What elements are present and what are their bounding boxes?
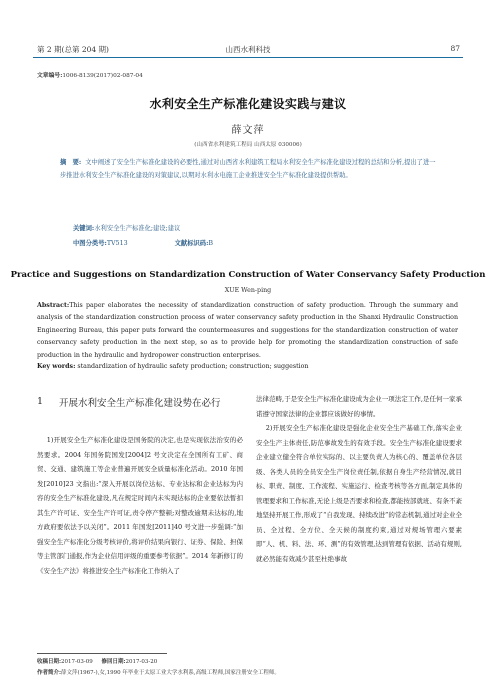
english-author: XUE Wen-ping xyxy=(224,287,272,294)
doc-code-value: B xyxy=(208,240,214,247)
chinese-keywords xyxy=(73,223,180,232)
english-keywords-label: Key words: xyxy=(37,363,76,370)
author-bio-text: 薛文萍(1967-),女,1990 年毕业于太原工业大学水利系,高级工程师,国家注册安全工程师。 xyxy=(61,670,280,676)
clc-value: TV513 xyxy=(106,240,128,247)
revised-date: 2017-03-20 xyxy=(125,659,158,665)
english-abstract-text: This paper elaborates the necessity of standardization construction of safety production. Through the summary and analysis of the standardization construction process of water conservancy safety production in the Shanxi Hydraulic Construction Engineering Bureau, this paper puts forward the countermeasures and suggestions for the standardization construction of water conservancy safety production in the next step, so as to provide help for promoting the standardization construction of safe production in the hydraulic and hydropower construction enterprises. xyxy=(37,302,458,359)
article-number-label: 文章编号: xyxy=(37,73,63,79)
page-number: 87 xyxy=(450,44,460,53)
header-rule xyxy=(33,57,463,58)
author-affiliation: (山西省水利建筑工程局 山西太原 030006) xyxy=(194,142,302,148)
footnote-rule xyxy=(37,653,167,654)
running-header-journal: 山西水利科技 xyxy=(225,45,271,54)
received-label: 收稿日期: xyxy=(37,659,62,665)
abstract-label: 摘 要: xyxy=(60,159,82,166)
keywords-label: 关键词: xyxy=(73,225,95,232)
classification-line xyxy=(73,238,213,247)
english-keywords-text: standardization of hydraulic safety production; construction; suggestion xyxy=(77,363,309,370)
article-number xyxy=(37,70,143,79)
footnote-author-bio xyxy=(37,668,280,676)
english-keywords xyxy=(37,363,308,370)
paper-author: 薛文萍 xyxy=(231,125,265,136)
author-bio-label: 作者简介: xyxy=(37,670,62,676)
english-title: Practice and Suggestions on Standardization Construction of Water Conservancy Safety Production xyxy=(10,270,486,280)
keywords-text: 水利安全生产标准化;建设;建议 xyxy=(94,225,181,232)
section-number: 1 xyxy=(37,396,44,407)
paper-title: 水利安全生产标准化建设实践与建议 xyxy=(149,97,347,111)
chinese-abstract xyxy=(60,157,440,182)
footnote-dates xyxy=(37,657,157,665)
doc-code-label: 文献标识码: xyxy=(174,240,209,247)
body-right-column xyxy=(256,392,462,566)
body-paragraph-1: 1)开展安全生产标准化建设是国务院的决定,也是实现依法治安的必然要求。2004 年国务院国发[2004]2 号文决定在全国所有工矿、商贸、交通、建筑施工等企业普遍开展安全质量标准化活动。2010 年国发[2010]23 文指出:“深入开展以岗位达标、专业达标和企业达标为内容的安全生产标准化建设,凡在规定时间内未实现达标的企业要依法暂扣其生产许可证、安全生产许可证,责令停产整顿;对整改逾期未达标的,地方政府要依法予以关闭”。2011 年国发[2011]40 号文进一步强调:“加强安全生产标准化分级考核评价,将评价结果向银行、证券、保险、担保等主管部门通报,作为企业信用评级的重要参考依据”。2014 年新修订的《安全生产法》将推进安全生产标准化工作纳入了 xyxy=(37,436,243,575)
body-left-column xyxy=(37,433,243,578)
english-abstract xyxy=(37,300,458,362)
body-paragraph-1-cont: 法律范畴,于是安全生产标准化建设成为企业一项法定工作,是任何一家承诺遵守国家法律的企业都应该做好的事情。 xyxy=(256,395,462,418)
abstract-text: 文中阐述了安全生产标准化建设的必要性,通过对山西省水利建筑工程局水利安全生产标准化建设过程的总结和分析,提出了进一步推进水利安全生产标准化建设的对策建议,以期对水利水电施工企业推进安全生产标准化建设提供帮助。 xyxy=(60,159,436,179)
english-abstract-label: Abstract: xyxy=(37,302,70,309)
section-title: 开展水利安全生产标准化建设势在必行 xyxy=(59,398,221,409)
body-paragraph-2: 2)开展安全生产标准化建设是强化企业安全生产基础工作,落实企业安全生产主体责任,防范事故发生的有效手段。安全生产标准化建设要求企业建立健全符合单位实际的、以主要负责人为核心的、覆盖单位各层级、各类人员的全员安全生产岗位责任制,依据自身生产经营情况,就目标、职责、制度、工作流程、实施运行、检查考核等各方面,制定具体的管理要求和工作标准,无论上级是否要求和检查,都能按部就班、有条不紊地坚持开展工作,形成了“自我发现、持续改进”的常态机制,通过对企业全员、全过程、全方位、全天候的制度约束,通过对规场管理六要素即“人、机、料、法、环、测”的有效管理,达到管理有依据、活动有规则,就必然能有效减少甚至杜绝事故 xyxy=(256,424,462,563)
clc-label: 中图分类号: xyxy=(73,240,107,247)
received-date: 2017-03-09 xyxy=(61,659,93,665)
article-number-value: 1006-8139(2017)02-087-04 xyxy=(62,73,143,79)
revised-label: 修回日期: xyxy=(101,659,126,665)
running-header-issue: 第 2 期(总第 204 期) xyxy=(37,45,109,54)
